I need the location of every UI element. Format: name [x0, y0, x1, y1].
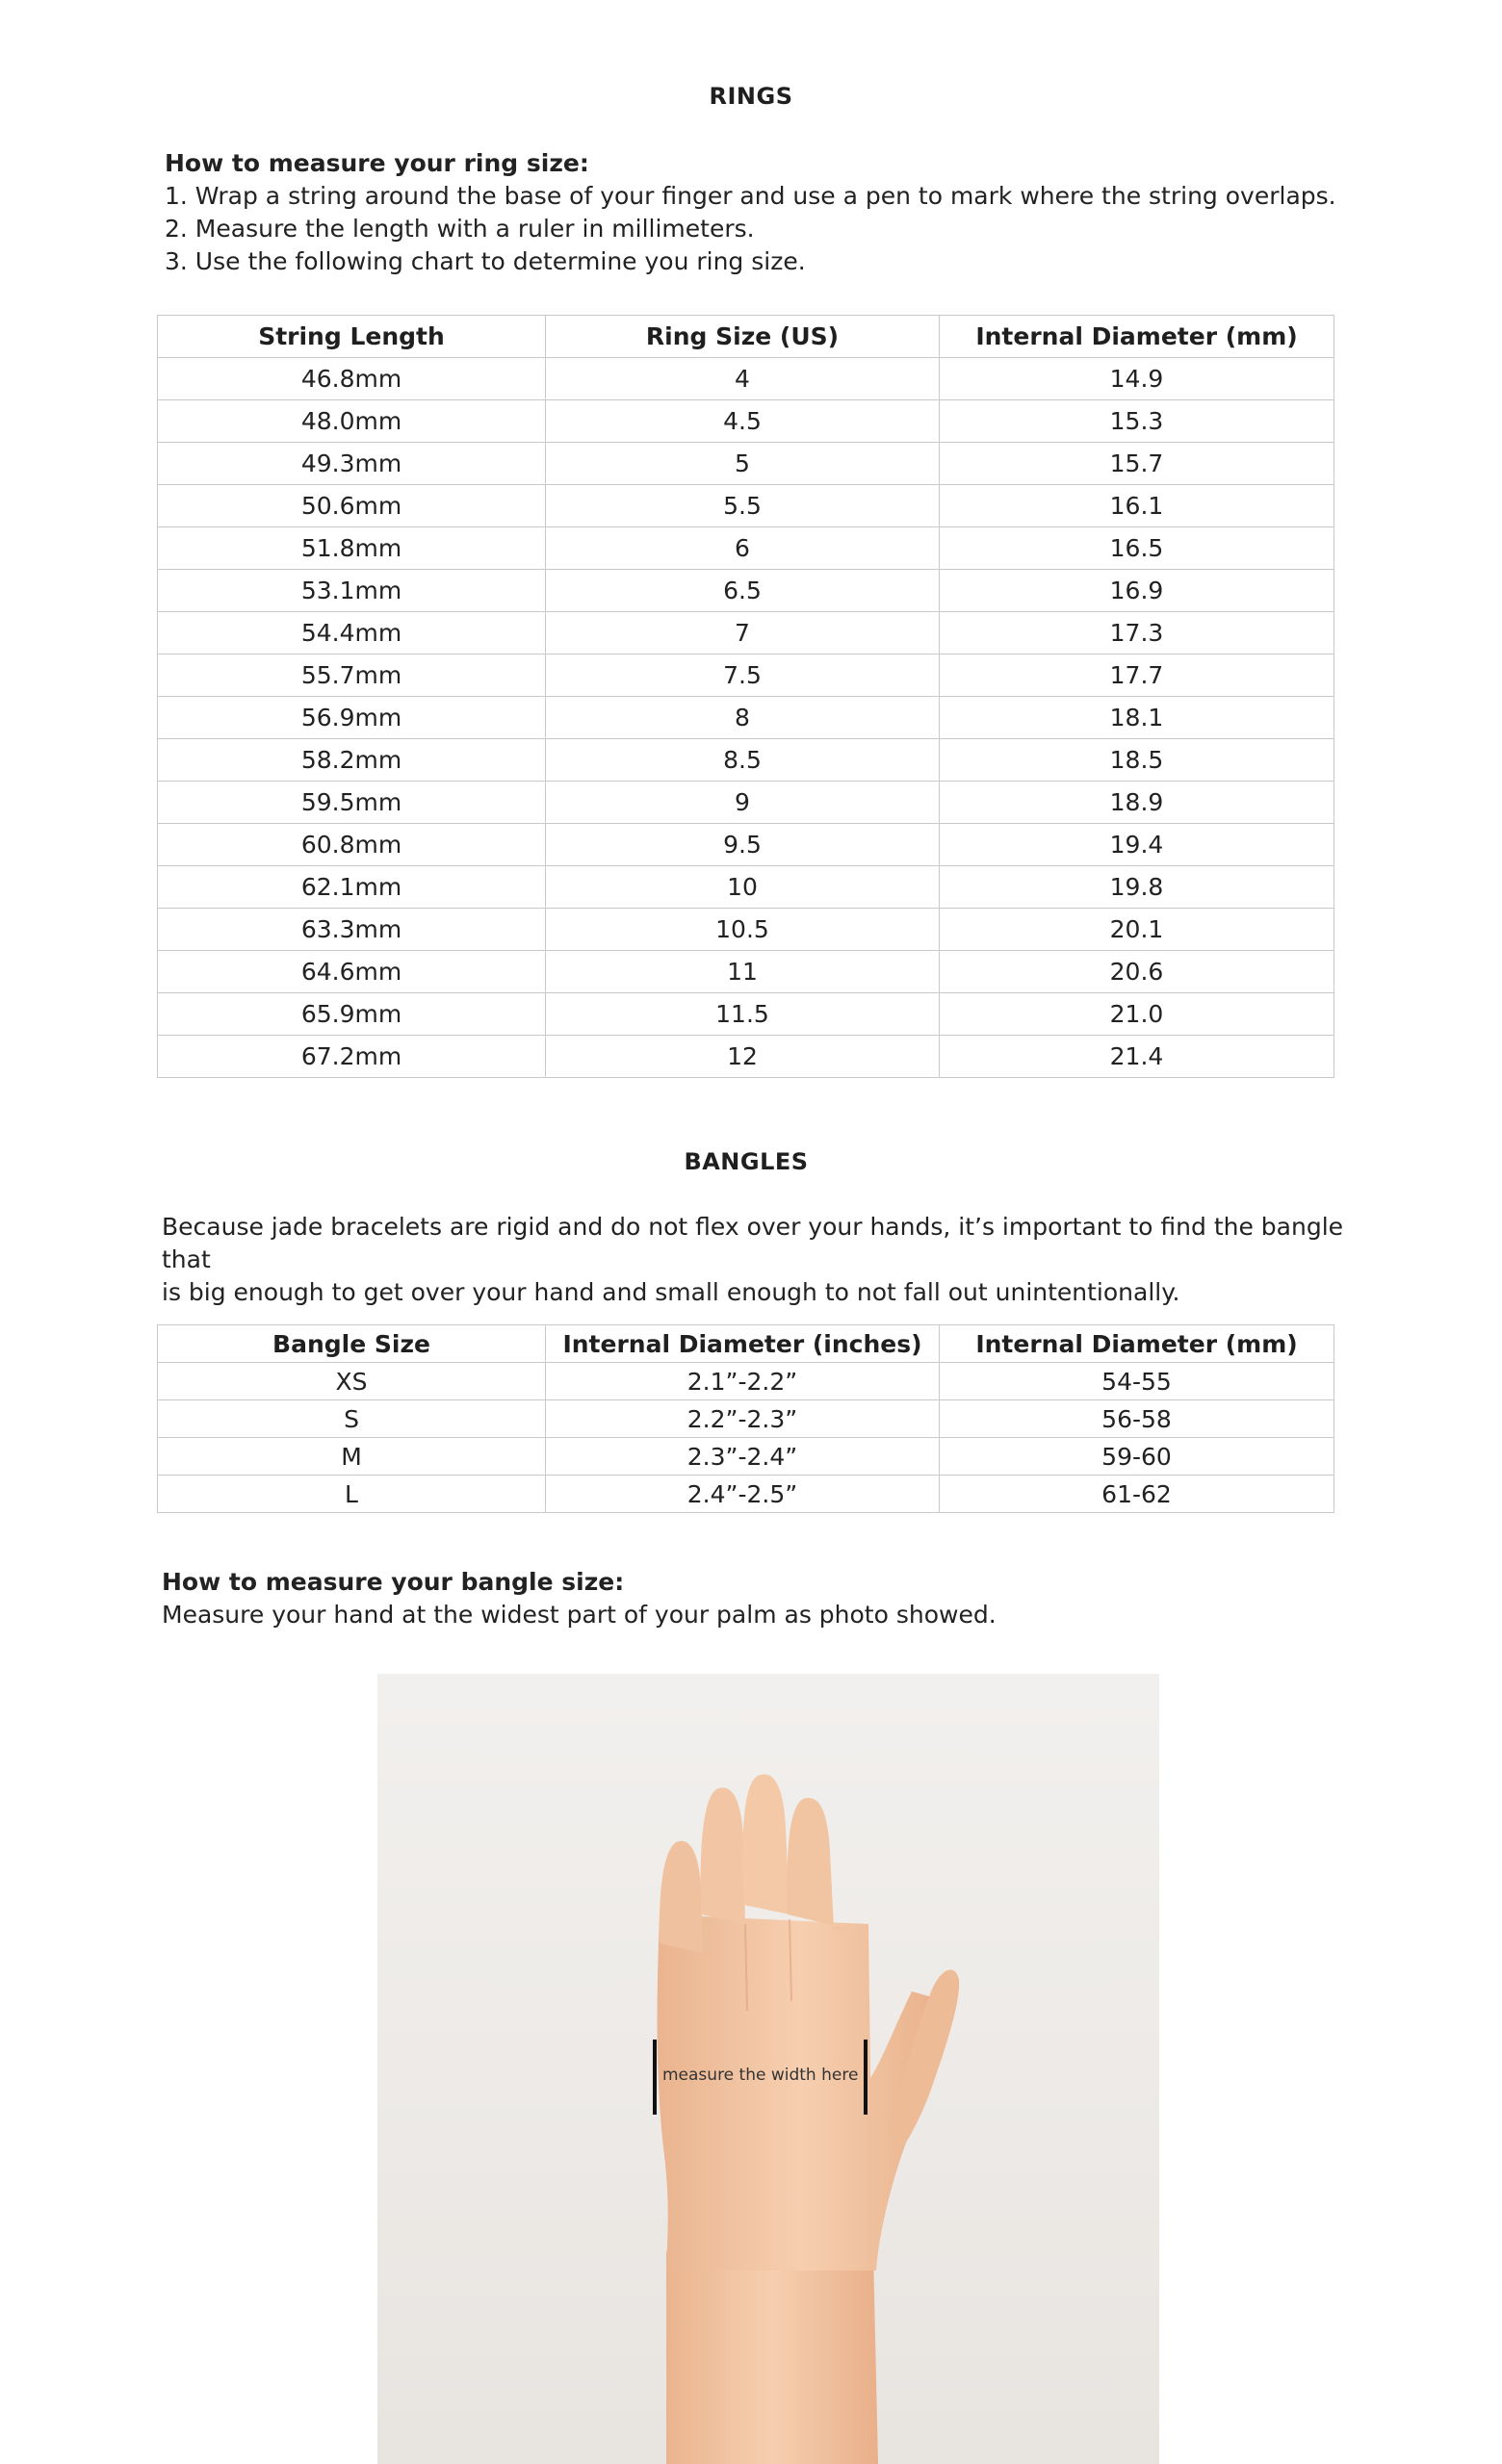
table-row: [158, 400, 1334, 443]
ring-size-cell: 10.5: [546, 909, 940, 951]
ring-size-cell: 6.5: [546, 570, 940, 612]
bangle-measure-text: Measure your hand at the widest part of your palm as photo showed.: [162, 1601, 997, 1629]
bangle-header-diameter-mm: Internal Diameter (mm): [940, 1325, 1334, 1363]
table-row: [158, 697, 1334, 739]
ring-header-string-length: String Length: [158, 316, 546, 358]
diameter-cell: 16.1: [940, 485, 1334, 527]
bangle-measure-instructions: [162, 1566, 1375, 1631]
table-row: [158, 570, 1334, 612]
bangle-size-cell: S: [158, 1400, 546, 1438]
diameter-cell: 21.0: [940, 993, 1334, 1036]
string-length-cell: 67.2mm: [158, 1036, 546, 1078]
index-finger: [788, 1798, 868, 1934]
string-length-cell: 56.9mm: [158, 697, 546, 739]
bangles-title: BANGLES: [684, 1148, 809, 1175]
table-row: [158, 612, 1334, 654]
string-length-cell: 49.3mm: [158, 443, 546, 485]
ring-table-header-row: [158, 316, 1334, 358]
ring-size-cell: 11.5: [546, 993, 940, 1036]
table-row: [158, 951, 1334, 993]
diameter-cell: 16.9: [940, 570, 1334, 612]
ring-size-cell: 9: [546, 782, 940, 824]
bangle-intro-line-1: Because jade bracelets are rigid and do not flex over your hands, it’s important to find the bangle that: [162, 1213, 1344, 1273]
diameter-mm-cell: 54-55: [940, 1363, 1334, 1400]
diameter-mm-cell: 59-60: [940, 1438, 1334, 1476]
diameter-cell: 18.5: [940, 739, 1334, 782]
ring-size-cell: 8.5: [546, 739, 940, 782]
table-row: [158, 443, 1334, 485]
ring-size-cell: 4: [546, 358, 940, 400]
ring-step-1: 1. Wrap a string around the base of your finger and use a pen to mark where the string overlaps.: [165, 182, 1336, 210]
table-row: [158, 739, 1334, 782]
string-length-cell: 65.9mm: [158, 993, 546, 1036]
ring-size-cell: 6: [546, 527, 940, 570]
bangle-intro-paragraph: [162, 1211, 1346, 1309]
string-length-cell: 50.6mm: [158, 485, 546, 527]
measure-left-marker: [653, 2040, 657, 2115]
diameter-cell: 19.4: [940, 824, 1334, 866]
string-length-cell: 48.0mm: [158, 400, 546, 443]
diameter-cell: 20.6: [940, 951, 1334, 993]
ring-finger: [701, 1787, 745, 1924]
string-length-cell: 59.5mm: [158, 782, 546, 824]
string-length-cell: 60.8mm: [158, 824, 546, 866]
pinky-finger: [660, 1841, 703, 1953]
ring-header-internal-diameter: Internal Diameter (mm): [940, 316, 1334, 358]
table-row: [158, 1400, 1334, 1438]
diameter-cell: 20.1: [940, 909, 1334, 951]
string-length-cell: 62.1mm: [158, 866, 546, 909]
diameter-cell: 15.7: [940, 443, 1334, 485]
hand-measurement-photo: [377, 1674, 1159, 2464]
ring-size-cell: 5.5: [546, 485, 940, 527]
diameter-cell: 21.4: [940, 1036, 1334, 1078]
table-row: [158, 654, 1334, 697]
table-row: [158, 485, 1334, 527]
string-length-cell: 58.2mm: [158, 739, 546, 782]
table-row: [158, 1363, 1334, 1400]
diameter-inches-cell: 2.1”-2.2”: [546, 1363, 940, 1400]
diameter-inches-cell: 2.3”-2.4”: [546, 1438, 940, 1476]
table-row: [158, 909, 1334, 951]
bangle-measure-heading: How to measure your bangle size:: [162, 1568, 625, 1596]
diameter-cell: 17.7: [940, 654, 1334, 697]
bangle-size-cell: M: [158, 1438, 546, 1476]
table-row: [158, 358, 1334, 400]
diameter-mm-cell: 61-62: [940, 1476, 1334, 1513]
bangle-header-size: Bangle Size: [158, 1325, 546, 1363]
table-row: [158, 824, 1334, 866]
table-row: [158, 527, 1334, 570]
diameter-mm-cell: 56-58: [940, 1400, 1334, 1438]
diameter-inches-cell: 2.2”-2.3”: [546, 1400, 940, 1438]
middle-finger: [742, 1774, 790, 1914]
diameter-cell: 14.9: [940, 358, 1334, 400]
measure-right-marker: [864, 2040, 868, 2115]
table-row: [158, 1438, 1334, 1476]
bangle-header-diameter-inches: Internal Diameter (inches): [546, 1325, 940, 1363]
diameter-cell: 16.5: [940, 527, 1334, 570]
bangle-size-cell: L: [158, 1476, 546, 1513]
diameter-cell: 18.1: [940, 697, 1334, 739]
string-length-cell: 55.7mm: [158, 654, 546, 697]
diameter-inches-cell: 2.4”-2.5”: [546, 1476, 940, 1513]
string-length-cell: 51.8mm: [158, 527, 546, 570]
bangle-intro-line-2: is big enough to get over your hand and small enough to not fall out unintentionally.: [162, 1278, 1180, 1306]
string-length-cell: 53.1mm: [158, 570, 546, 612]
bangle-size-table: [157, 1324, 1334, 1513]
string-length-cell: 46.8mm: [158, 358, 546, 400]
ring-size-table: [157, 315, 1334, 1078]
string-length-cell: 54.4mm: [158, 612, 546, 654]
diameter-cell: 18.9: [940, 782, 1334, 824]
table-row: [158, 866, 1334, 909]
table-row: [158, 993, 1334, 1036]
table-row: [158, 782, 1334, 824]
ring-step-3: 3. Use the following chart to determine you ring size.: [165, 247, 806, 275]
ring-size-cell: 5: [546, 443, 940, 485]
ring-size-cell: 7: [546, 612, 940, 654]
string-length-cell: 64.6mm: [158, 951, 546, 993]
table-row: [158, 1036, 1334, 1078]
ring-size-cell: 8: [546, 697, 940, 739]
table-row: [158, 1476, 1334, 1513]
ring-size-cell: 11: [546, 951, 940, 993]
ring-size-cell: 12: [546, 1036, 940, 1078]
bangle-size-cell: XS: [158, 1363, 546, 1400]
forearm-shape: [666, 2251, 878, 2464]
string-length-cell: 63.3mm: [158, 909, 546, 951]
rings-title: RINGS: [709, 83, 793, 110]
diameter-cell: 17.3: [940, 612, 1334, 654]
ring-header-ring-size: Ring Size (US): [546, 316, 940, 358]
ring-size-cell: 4.5: [546, 400, 940, 443]
diameter-cell: 19.8: [940, 866, 1334, 909]
ring-step-2: 2. Measure the length with a ruler in millimeters.: [165, 215, 755, 243]
ring-instructions: [165, 147, 1378, 278]
ring-instructions-heading: How to measure your ring size:: [165, 149, 589, 177]
ring-size-cell: 7.5: [546, 654, 940, 697]
diameter-cell: 15.3: [940, 400, 1334, 443]
measure-width-label: measure the width here: [662, 2066, 859, 2085]
bangle-table-header-row: [158, 1325, 1334, 1363]
ring-size-cell: 10: [546, 866, 940, 909]
ring-size-cell: 9.5: [546, 824, 940, 866]
